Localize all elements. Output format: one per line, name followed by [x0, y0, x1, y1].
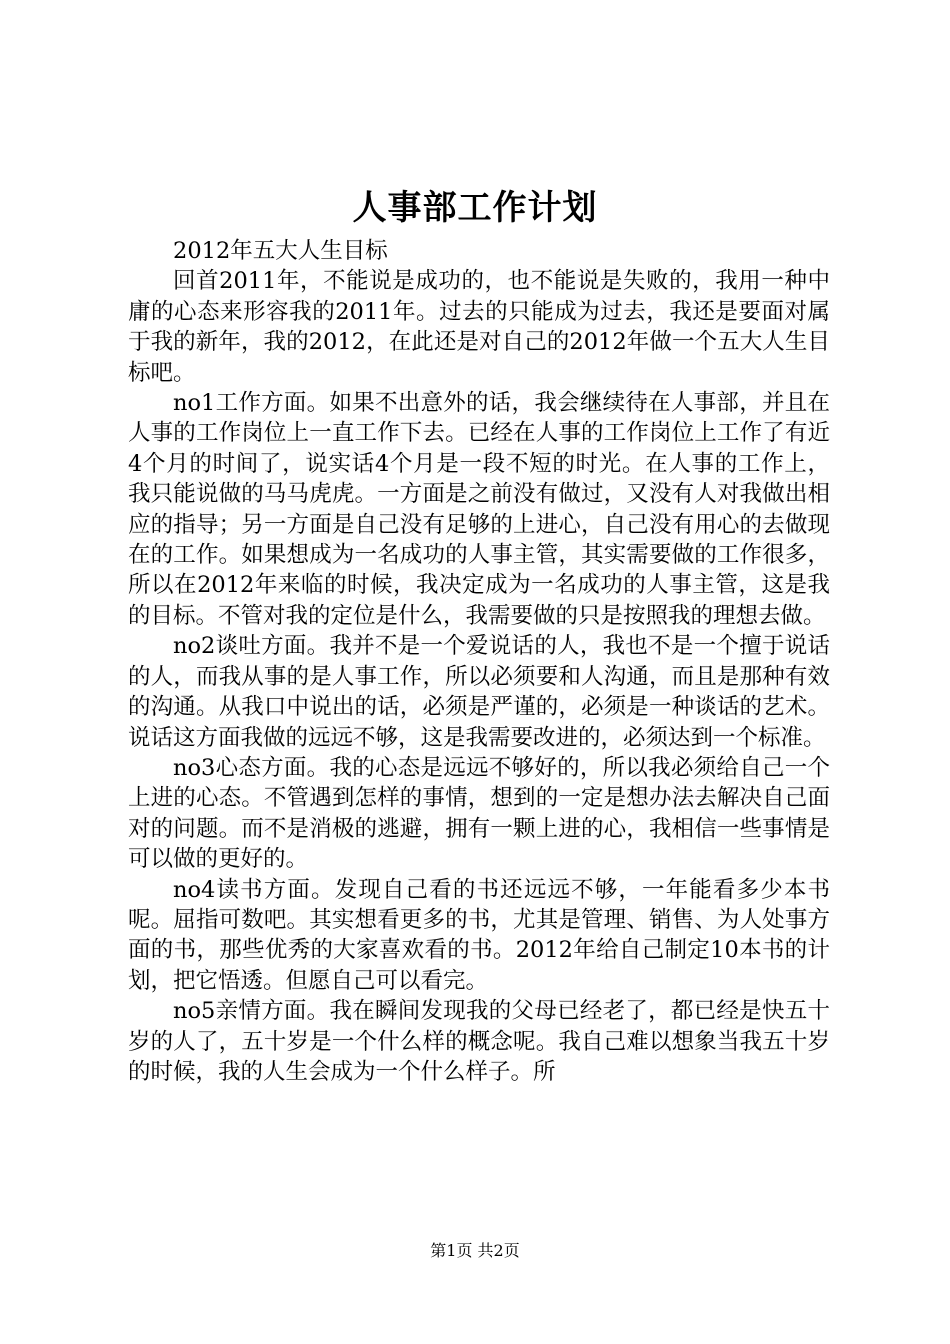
paragraph-goal-3-mindset: no3心态方面。我的心态是远远不够好的，所以我必须给自己一个上进的心态。不管遇到怎样的事情，想到的一定是想办法去解决自己面对的问题。而不是消极的逃避，拥有一颗上进的心，我相信一些事情是可以做的更好的。 — [128, 754, 830, 873]
document-title: 人事部工作计划 — [352, 188, 598, 228]
paragraph-goal-4-reading: no4读书方面。发现自己看的书还远远不够，一年能看多少本书呢。屈指可数吧。其实想看更多的书，尤其是管理、销售、为人处事方面的书，那些优秀的大家喜欢看的书。2012年给自己制定10本书的计划，把它悟透。但愿自己可以看完。 — [128, 876, 830, 994]
paragraph-goal-5-family: no5亲情方面。我在瞬间发现我的父母已经老了，都已经是快五十岁的人了，五十岁是一个什么样的概念呢。我自己难以想象当我五十岁的时候，我的人生会成为一个什么样子。所 — [128, 998, 830, 1085]
page-footer: 第1页 共2页 — [430, 1241, 520, 1260]
document-body — [128, 236, 830, 1087]
paragraph-goal-1-work: no1工作方面。如果不出意外的话，我会继续待在人事部，并且在人事的工作岗位上一直工作下去。已经在人事的工作岗位上工作了有近4个月的时间了，说实话4个月是一段不短的时光。在人事的工作上，我只能说做的马马虎虎。一方面是之前没有做过，又没有人对我做出相应的指导；另一方面是自己没有足够的上进心，自己没有用心的去做现在的工作。如果想成为一名成功的人事主管，其实需要做的工作很多，所以在2012年来临的时候，我决定成为一名成功的人事主管，这是我的目标。不管对我的定位是什么，我需要做的只是按照我的理想去做。 — [128, 390, 830, 629]
paragraph-subtitle: 2012年五大人生目标 — [173, 238, 388, 264]
paragraph-intro: 回首2011年，不能说是成功的，也不能说是失败的，我用一种中庸的心态来形容我的2011年。过去的只能成为过去，我还是要面对属于我的新年，我的2012，在此还是对自己的2012年做一个五大人生目标吧。 — [128, 268, 830, 386]
paragraph-goal-2-speech: no2谈吐方面。我并不是一个爱说话的人，我也不是一个擅于说话的人，而我从事的是人事工作，所以必须要和人沟通，而且是那种有效的沟通。从我口中说出的话，必须是严谨的，必须是一种谈话的艺术。说话这方面我做的远远不够，这是我需要改进的，必须达到一个标准。 — [128, 633, 830, 751]
